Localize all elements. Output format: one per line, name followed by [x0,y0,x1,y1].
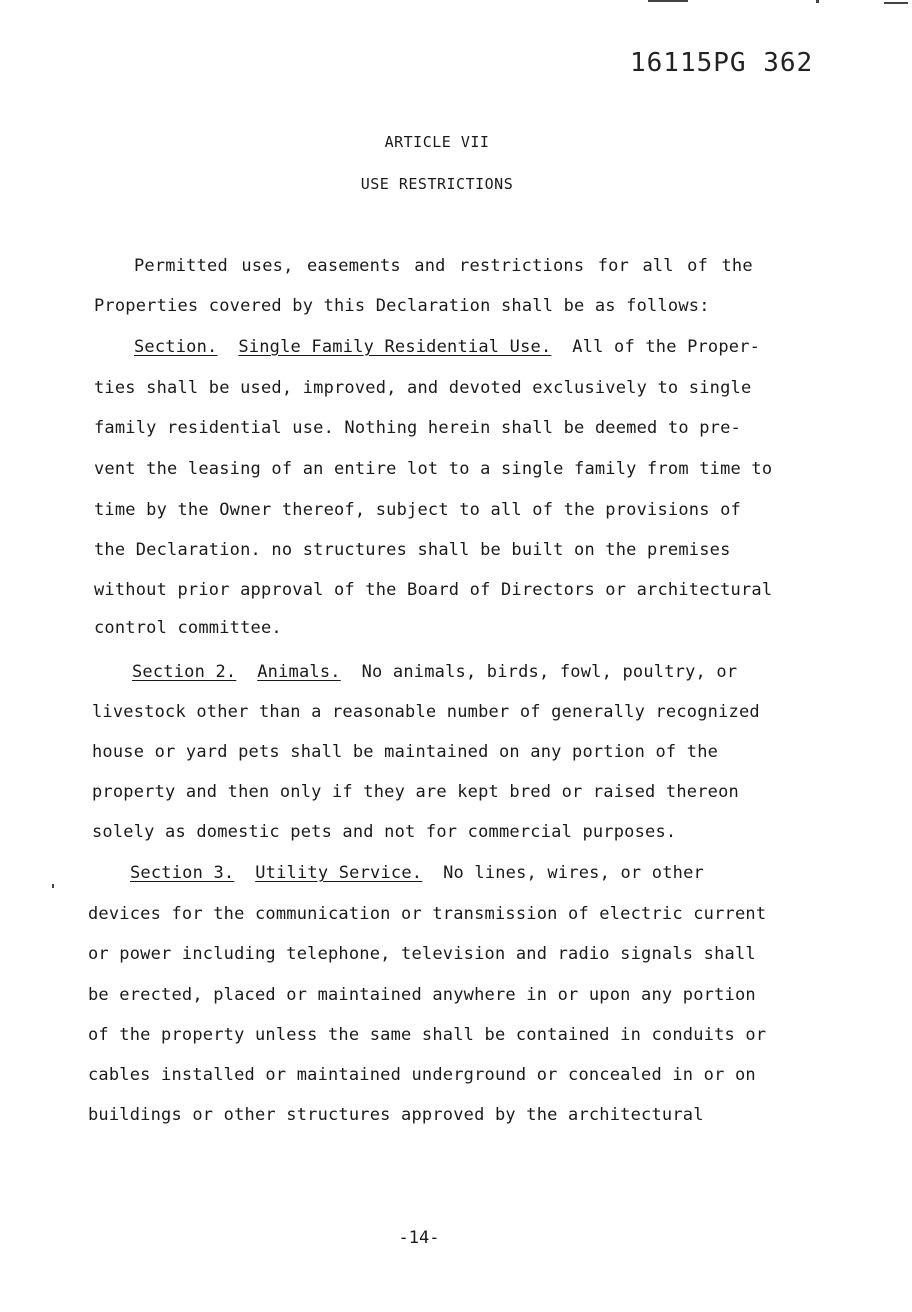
section-2-label: Section 2. [132,662,237,682]
body-text: All of the Proper- [572,337,761,357]
body-line: family residential use. Nothing herein shall be deemed to pre- [94,418,741,438]
section-3-heading-line [130,863,704,883]
article-title: USE RESTRICTIONS [360,175,514,193]
section-1-heading-line [134,337,760,357]
body-line: time by the Owner thereof, subject to all of the provisions of [94,500,741,520]
body-line: Properties covered by this Declaration shall be as follows: [94,296,710,316]
section-1-title: Single Family Residential Use. [238,337,552,357]
scan-mark [52,884,54,888]
body-line: Permitted uses, easements and restrictions for all of the [134,256,753,276]
body-line: of the property unless the same shall be contained in conduits or [88,1025,767,1045]
article-heading: ARTICLE VII [384,133,490,151]
scan-mark [648,0,688,2]
page-number: -14- [398,1228,440,1248]
section-3-title: Utility Service. [255,863,423,883]
section-2-title: Animals. [257,662,341,682]
section-1-label: Section. [134,337,218,357]
body-line: the Declaration. no structures shall be built on the premises [94,540,731,560]
scan-mark [884,2,908,4]
body-text: No animals, birds, fowl, poultry, or [361,662,738,682]
body-line: vent the leasing of an entire lot to a single family from time to [94,459,773,479]
body-line: buildings or other structures approved by the architectural [88,1105,704,1125]
body-line: house or yard pets shall be maintained on any portion of the [92,742,719,762]
body-line: livestock other than a reasonable number of generally recognized [92,702,760,722]
body-line: solely as domestic pets and not for commercial purposes. [92,822,677,842]
body-line: or power including telephone, television and radio signals shall [88,944,756,964]
body-line: control committee. [94,618,282,638]
body-line: ties shall be used, improved, and devoted exclusively to single [94,378,752,398]
body-line: without prior approval of the Board of Directors or architectural [94,580,773,600]
body-line: cables installed or maintained underground or concealed in or on [88,1065,756,1085]
body-text: No lines, wires, or other [443,863,704,883]
body-line: devices for the communication or transmission of electric current [88,904,767,924]
body-line: be erected, placed or maintained anywhere in or upon any portion [88,985,756,1005]
section-3-label: Section 3. [130,863,235,883]
book-page-reference: 16115PG 362 [630,48,814,78]
scan-mark [816,0,819,3]
section-2-heading-line [132,662,737,682]
body-line: property and then only if they are kept bred or raised thereon [92,782,739,802]
